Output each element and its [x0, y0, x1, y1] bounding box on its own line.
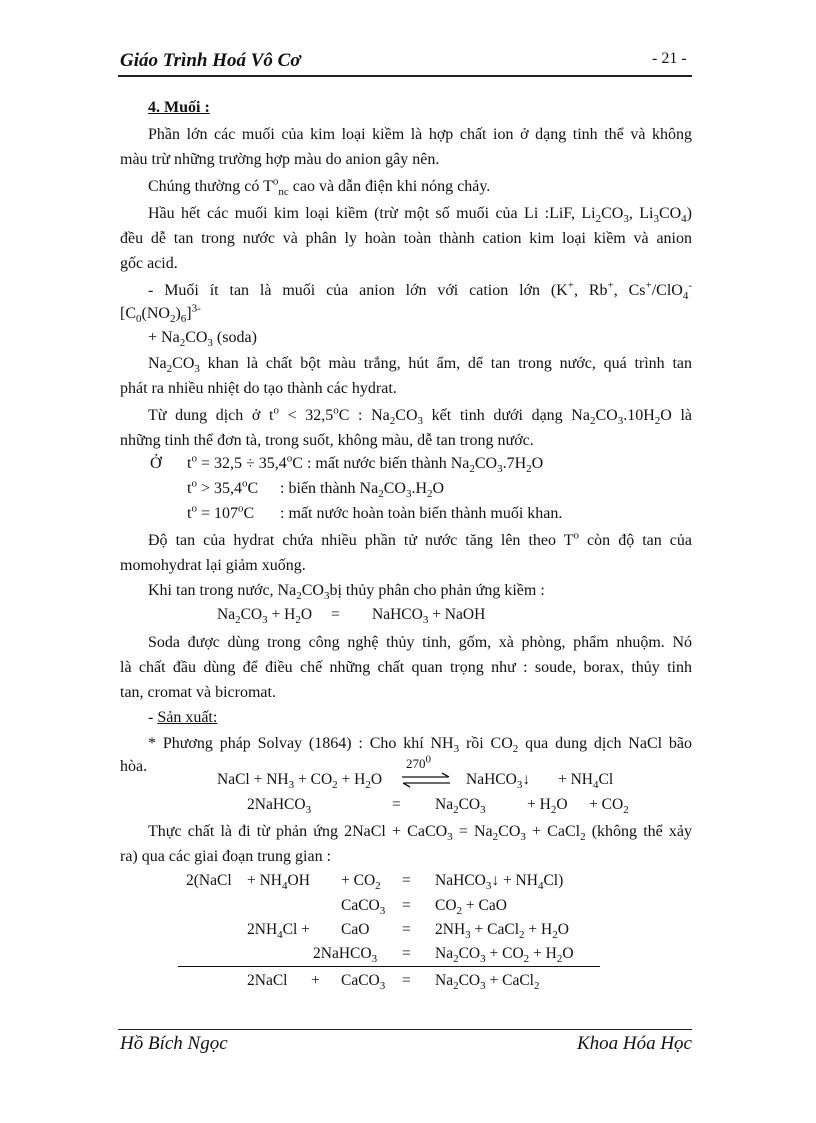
- paragraph-line: Độ tan của hydrat chứa nhiều phần tử nước tăng lên theo $T^o$ còn độ tan của: [148, 529, 692, 549]
- solvay2-product-3: + $CO_2$: [589, 796, 629, 817]
- reaction-cell: $Na_2CO_3 + CO_2 + H_2O$: [435, 945, 574, 966]
- reaction-cell: + $CO_2$: [341, 872, 381, 893]
- paragraph-line: màu trừ những trường hợp màu do anion gây nên.: [120, 151, 440, 168]
- reaction-cell: $2NH_3$ + CaCl$_2$ + $H_2O$: [435, 921, 569, 942]
- condition-line: $t^o = 107^oC$: [187, 502, 255, 522]
- paragraph-line: Chúng thường có $T^o_{nc}$ cao và dẫn điện khi nóng chảy.: [148, 175, 491, 199]
- sum-rule: [178, 966, 600, 967]
- section-heading: 4. Muối :: [148, 99, 210, 116]
- condition-marker: Ở: [150, 455, 162, 472]
- reaction-equals: =: [402, 921, 411, 938]
- paragraph-line: tan, cromat và bicromat.: [120, 684, 276, 701]
- paragraph-line: Khi tan trong nước, $Na_2CO_3bị$ thủy phân cho phản ứng kiềm :: [148, 582, 545, 603]
- reaction-cell: +: [311, 972, 320, 989]
- reaction-cell: CaCO$_3$: [341, 972, 386, 993]
- page-number: - 21 -: [652, 50, 687, 67]
- paragraph-line: $[C_0(NO_2)_6]^{3-}$: [120, 302, 201, 326]
- condition-line: $t^o > 35,4^oC$: [187, 477, 259, 497]
- paragraph-line: momohydrat lại giảm xuống.: [120, 557, 306, 574]
- reaction-cell: 2(NaCl: [186, 872, 232, 889]
- paragraph-line: + $Na_2CO_3$ (soda): [148, 329, 257, 350]
- paragraph-line: $Na_2CO_3$ khan là chất bột màu trắng, hút ẩm, dể tan trong nước, quá trình tan: [148, 355, 692, 376]
- paragraph-line: Từ dung dịch ở $t^o < 32,5^oC$ : $Na_2CO_3$ kết tinh dưới dạng $Na_2CO_3.10H_2O$ là: [148, 404, 692, 428]
- equation-equals: =: [331, 606, 340, 623]
- header-rule: [118, 75, 692, 77]
- footer-author: Hồ Bích Ngọc: [120, 1033, 228, 1054]
- paragraph-line: là chất đầu dùng để điều chế những chất quan trọng như : soude, borax, thủy tinh: [120, 659, 692, 676]
- condition-result: : mất nước hoàn toàn biến thành muối khan.: [280, 505, 563, 522]
- paragraph-line: Hầu hết các muối kim loại kiềm (trừ một số muối của Li :LiF, $Li_2CO_3$, $Li_3CO_4$): [148, 205, 692, 226]
- reaction-cell: CaO: [341, 921, 370, 938]
- reaction-cell: CaCO$_3$: [341, 897, 386, 918]
- paragraph-line: - Muối ít tan là muối của anion lớn với cation lớn (K+, Rb+, Cs+/ClO$_4$-: [148, 279, 692, 303]
- paragraph-line: những tinh thể đơn tà, trong suốt, không màu, dễ tan trong nước.: [120, 432, 534, 449]
- subsection-label: - Sản xuất:: [148, 709, 218, 726]
- condition-line: $t^o = 32,5 \div 35,4^oC$ : mất nước biến thành $Na_2CO_3.7H_2O$: [187, 452, 544, 476]
- paragraph-line: Thực chất là đi từ phản ứng 2NaCl + CaCO$_3$ = $Na_2CO_3$ + CaCl$_2$ (không thể xảy: [148, 823, 692, 844]
- paragraph-line: * Phương pháp Solvay (1864) : Cho khí $NH_3$ rồi $CO_2$ qua dung dịch NaCl bão: [148, 735, 693, 756]
- paragraph-line: hòa.: [120, 758, 148, 775]
- paragraph-line: Phần lớn các muối của kim loại kiềm là hợp chất ion ở dạng tinh thể và không: [148, 126, 692, 143]
- reaction-equals: =: [402, 872, 411, 889]
- paragraph-line: Soda được dùng trong công nghệ thủy tinh, gốm, xà phòng, phẩm nhuộm. Nó: [148, 634, 692, 651]
- reaction-equals: =: [402, 972, 411, 989]
- paragraph-line: đều dễ tan trong nước và phân ly hoàn toàn thành cation kim loại kiềm và anion: [120, 230, 692, 247]
- solvay2-reactant: 2NaHCO$_3$: [247, 796, 312, 817]
- equation-products: NaHCO$_3$ + NaOH: [372, 606, 486, 627]
- equilibrium-arrow-icon: [400, 772, 452, 788]
- solvay-product-2: + $NH_4Cl$: [558, 771, 614, 792]
- solvay-reactants: NaCl + $NH_3 + CO_2 + H_2O$: [217, 771, 383, 792]
- solvay2-equals: =: [392, 796, 401, 813]
- reaction-cell: NaHCO$_3$↓ + $NH_4Cl$): [435, 872, 564, 893]
- header-title: Giáo Trình Hoá Vô Cơ: [120, 50, 301, 71]
- reaction-equals: =: [402, 945, 411, 962]
- temperature-label: $270^0$: [406, 753, 431, 771]
- solvay2-product-2: + $H_2O$: [527, 796, 568, 817]
- paragraph-line: gốc acid.: [120, 255, 178, 272]
- paragraph-line: ra) qua các giai đoạn trung gian :: [120, 848, 332, 865]
- solvay-product-1: NaHCO$_3$↓: [466, 771, 531, 792]
- reaction-cell: $Na_2CO_3$ + CaCl$_2$: [435, 972, 540, 993]
- equation-reactants: $Na_2CO_3 + H_2O$: [217, 606, 313, 627]
- footer-department: Khoa Hóa Học: [576, 1033, 692, 1054]
- reaction-cell: $CO_2$ + CaO: [435, 897, 507, 918]
- solvay2-product-1: $Na_2CO_3$: [435, 796, 486, 817]
- reaction-cell: + $NH_4OH$: [247, 872, 310, 893]
- reaction-cell: 2NaCl: [247, 972, 288, 989]
- reaction-cell: 2NaHCO$_3$: [313, 945, 378, 966]
- condition-result: : biến thành $Na_2CO_3.H_2O$: [280, 480, 445, 501]
- footer-rule: [118, 1029, 692, 1030]
- reaction-cell: $2NH_4Cl$ +: [247, 921, 310, 942]
- reaction-equals: =: [402, 897, 411, 914]
- paragraph-line: phát ra nhiều nhiệt do tạo thành các hydrat.: [120, 380, 397, 397]
